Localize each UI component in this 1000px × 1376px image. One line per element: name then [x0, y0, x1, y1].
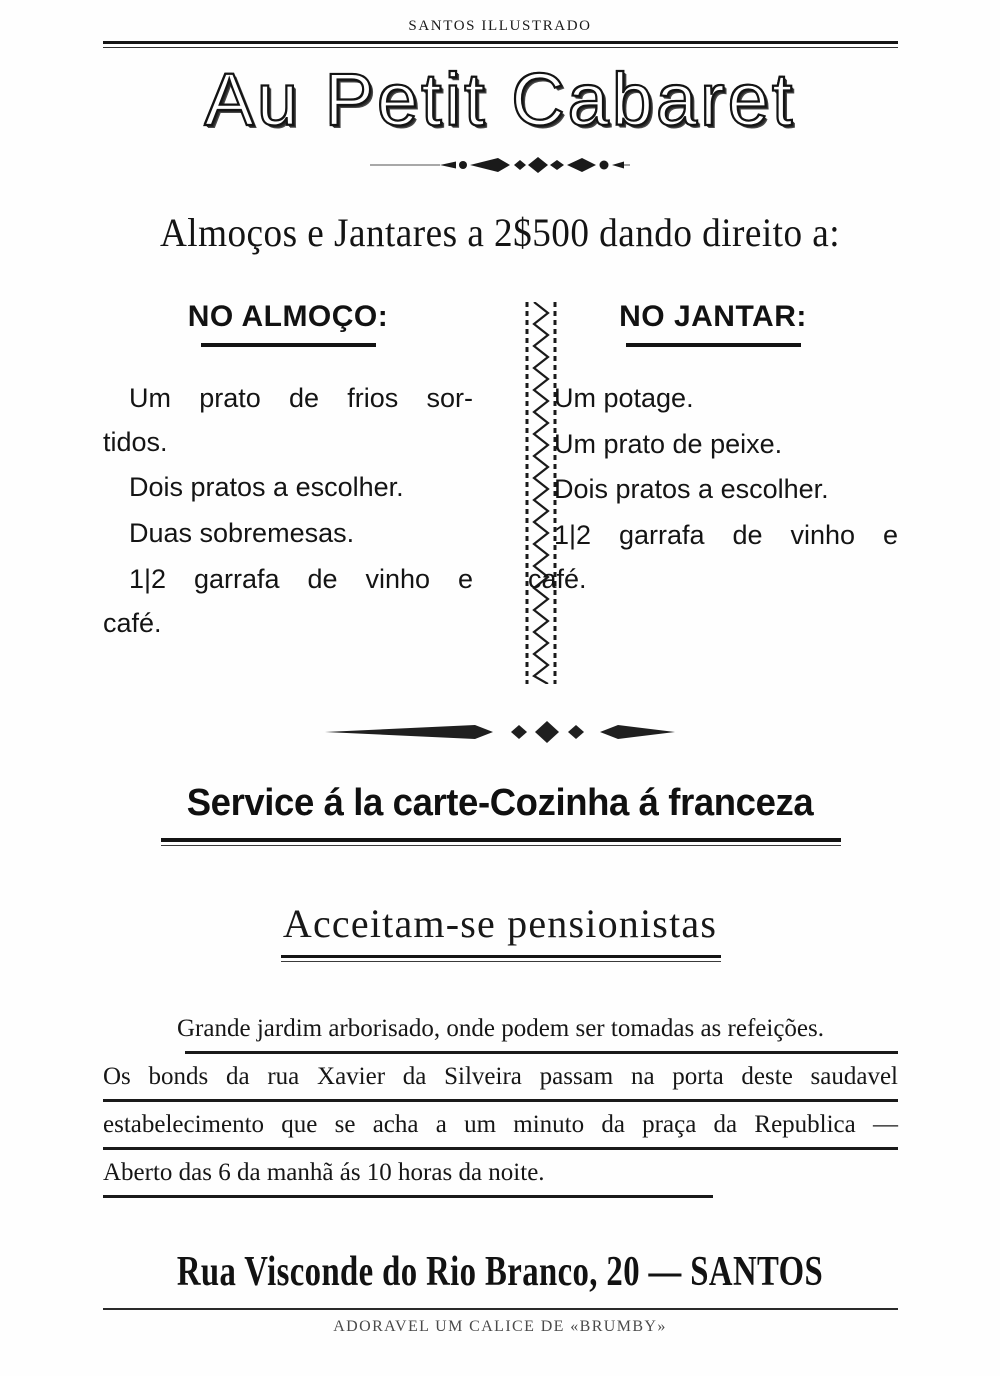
- body-line: Aberto das 6 da manhã ás 10 horas da noite.: [103, 1156, 898, 1204]
- pensioners-rule-thin: [281, 961, 721, 962]
- dinner-heading: NO JANTAR:: [619, 300, 807, 333]
- menu-column-dinner: [528, 300, 898, 604]
- list-item: 1|2 garrafa de vinho e café.: [528, 520, 898, 594]
- bottom-rule: [103, 1308, 898, 1310]
- ornament-divider-middle: [0, 712, 1000, 752]
- list-item: Um prato de peixe.: [554, 428, 783, 459]
- ad-title: Au Petit Cabaret: [204, 58, 796, 141]
- body-line-rule: [185, 1051, 898, 1054]
- list-item: Dois pratos a escolher.: [129, 472, 404, 503]
- body-line-rule: [103, 1099, 898, 1102]
- service-rule-thick: [161, 838, 841, 842]
- ad-subtitle: Almoços e Jantares a 2$500 dando direito a:: [159, 210, 841, 255]
- lunch-items: [103, 377, 473, 645]
- service-heading: Service á la carte-Cozinha á franceza: [186, 782, 814, 824]
- ad-address: Rua Visconde do Rio Branco, 20 — SANTOS: [176, 1249, 824, 1295]
- ornament-divider-top: [0, 152, 1000, 178]
- list-item: Duas sobremesas.: [129, 518, 355, 549]
- dinner-items: [528, 377, 898, 602]
- lunch-heading: NO ALMOÇO:: [187, 300, 389, 333]
- list-item: 1|2 garrafa de vinho e café.: [103, 563, 473, 638]
- list-item: Dois pratos a escolher.: [554, 474, 829, 505]
- pensioners-rule-thick: [281, 955, 721, 958]
- top-rule-thick: [103, 41, 898, 44]
- menu-section: [103, 300, 898, 690]
- list-item: Um prato de frios sor- tidos.: [103, 383, 473, 457]
- service-rule-thin: [161, 845, 841, 846]
- top-rule-thin: [103, 47, 898, 48]
- dinner-heading-rule: [626, 343, 801, 347]
- footer-tagline: ADORAVEL UM CALICE DE «BRUMBY»: [333, 1318, 667, 1335]
- pensioners-heading: Acceitam-se pensionistas: [282, 901, 718, 946]
- menu-column-lunch: [103, 300, 473, 647]
- body-line-rule: [103, 1195, 713, 1198]
- body-line: estabelecimento que se acha a um minuto da praça da Republica —: [103, 1108, 898, 1156]
- publication-masthead: SANTOS ILLUSTRADO: [408, 18, 592, 34]
- body-text-block: [103, 1012, 898, 1204]
- body-line: Os bonds da rua Xavier da Silveira passam na porta deste saudavel: [103, 1060, 898, 1108]
- body-line-rule: [103, 1147, 898, 1150]
- body-line: Grande jardim arborisado, onde podem ser tomadas as refeições.: [103, 1012, 898, 1060]
- lunch-heading-rule: [201, 343, 376, 347]
- list-item: Um potage.: [554, 383, 694, 413]
